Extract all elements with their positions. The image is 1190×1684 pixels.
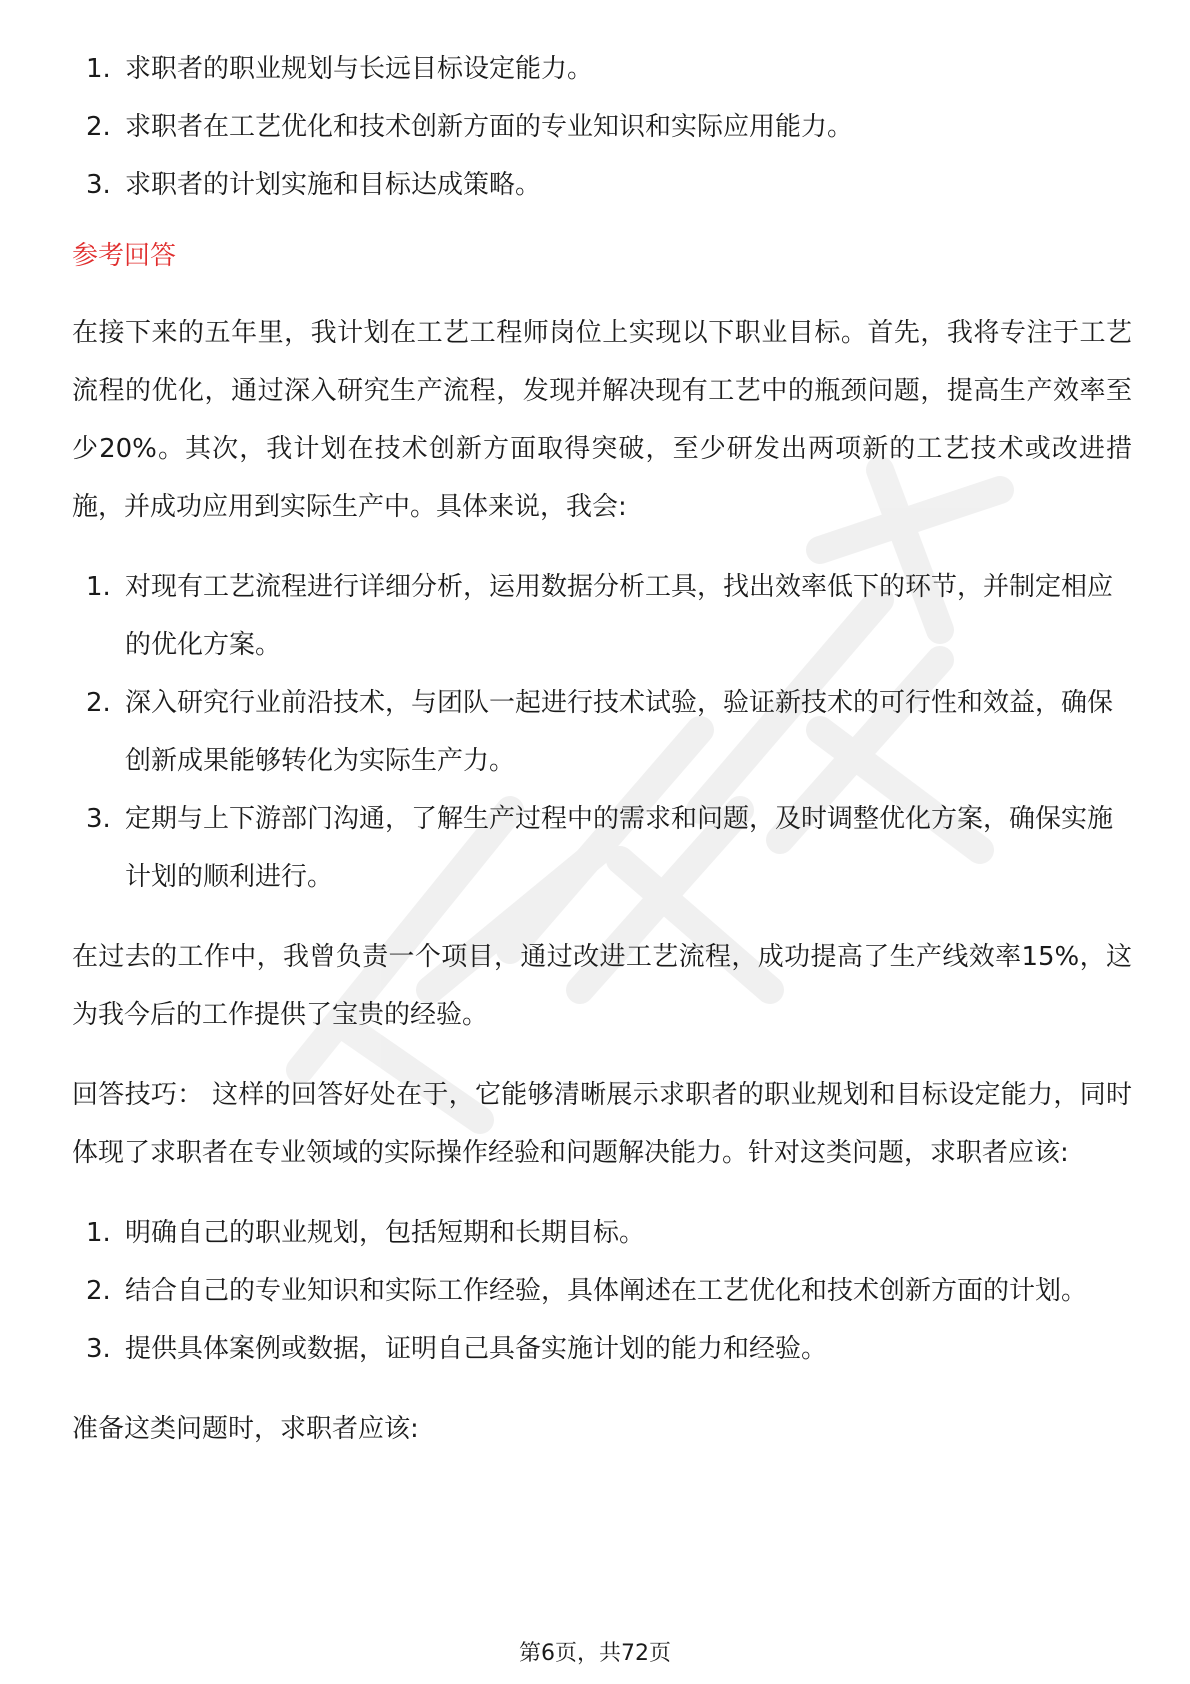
page-footer: 第6页，共72页 xyxy=(519,1641,671,1666)
experience-paragraph: 在过去的工作中，我曾负责一个项目，通过改进工艺流程，成功提高了生产线效率15%，这为我今后的工作提供了宝贵的经验。 xyxy=(72,942,1132,1030)
list-item: 1. 明确自己的职业规划，包括短期和长期目标。 xyxy=(86,1218,646,1248)
list-item: 2. 结合自己的专业知识和实际工作经验，具体阐述在工艺优化和技术创新方面的计划。 xyxy=(86,1276,1088,1306)
intro-paragraph: 在接下来的五年里，我计划在工艺工程师岗位上实现以下职业目标。首先，我将专注于工艺流程的优化，通过深入研究生产流程，发现并解决现有工艺中的瓶颈问题，提高生产效率至少20%。其次，我计划在技术创新方面取得突破，至少研发出两项新的工艺技术或改进措施，并成功应用到实际生产中。具体来说，我会: xyxy=(72,318,1132,522)
list-item: 2. 深入研究行业前沿技术，与团队一起进行技术试验，验证新技术的可行性和效益，确保创新成果能够转化为实际生产力。 xyxy=(86,688,1114,776)
list-item: 2. 求职者在工艺优化和技术创新方面的专业知识和实际应用能力。 xyxy=(86,112,854,142)
tips-list xyxy=(72,1204,1132,1378)
list-item: 3. 求职者的计划实施和目标达成策略。 xyxy=(86,170,542,200)
plan-list xyxy=(72,558,1132,906)
list-item: 1. 对现有工艺流程进行详细分析，运用数据分析工具，找出效率低下的环节，并制定相应的优化方案。 xyxy=(86,572,1114,660)
list-item: 3. 定期与上下游部门沟通，了解生产过程中的需求和问题，及时调整优化方案，确保实施计划的顺利进行。 xyxy=(86,804,1114,892)
document-body xyxy=(72,40,1132,1474)
top-list xyxy=(72,40,1132,214)
prep-paragraph: 准备这类问题时，求职者应该: xyxy=(72,1414,419,1444)
list-item: 3. 提供具体案例或数据，证明自己具备实施计划的能力和经验。 xyxy=(86,1334,828,1364)
tips-paragraph: 回答技巧： 这样的回答好处在于，它能够清晰展示求职者的职业规划和目标设定能力，同时体现了求职者在专业领域的实际操作经验和问题解决能力。针对这类问题，求职者应该: xyxy=(72,1080,1132,1168)
section-heading: 参考回答 xyxy=(72,241,177,271)
list-item: 1. 求职者的职业规划与长远目标设定能力。 xyxy=(86,54,594,84)
